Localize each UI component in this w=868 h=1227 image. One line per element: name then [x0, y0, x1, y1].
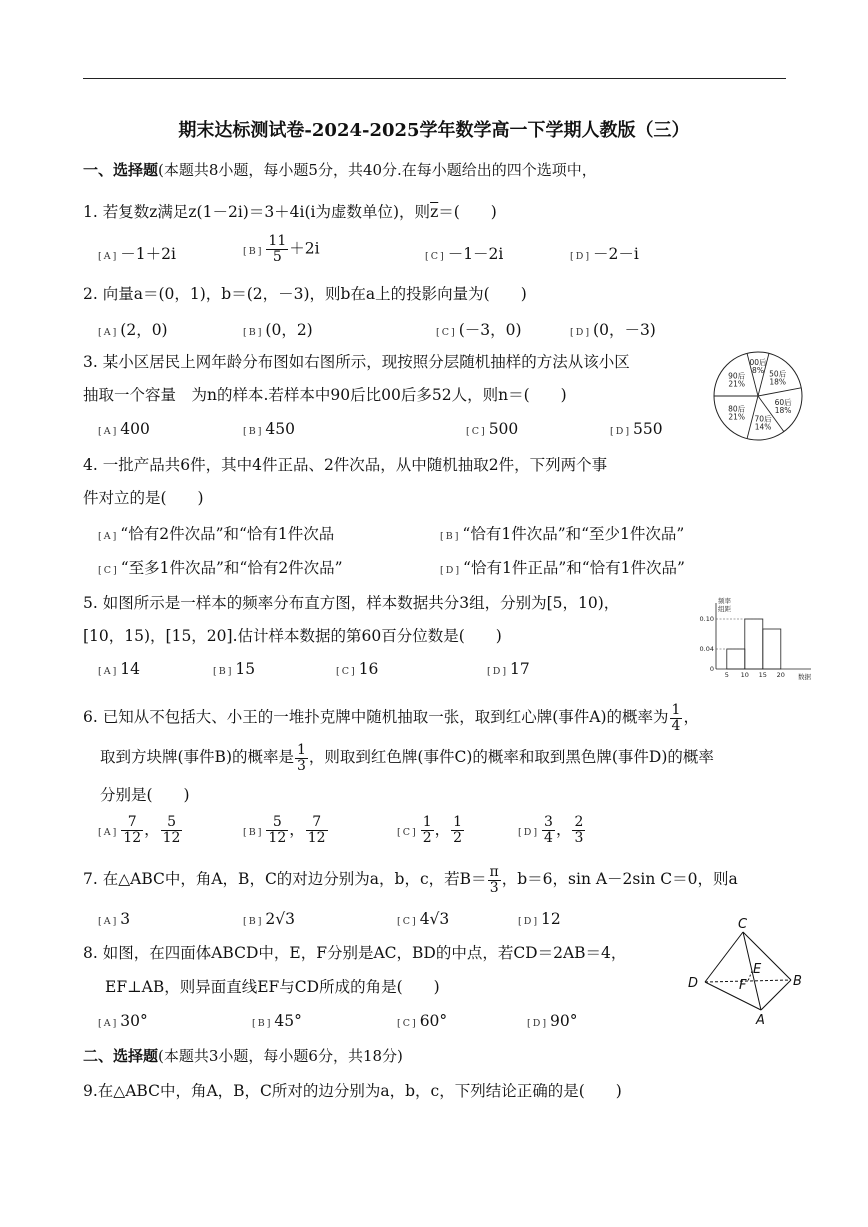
q6-option-d[interactable]: [D] $\frac{3}{4}$ ， $\frac{2}{3}$	[518, 814, 584, 846]
q1-paren: ＝( )	[438, 203, 497, 221]
hist-bar	[763, 629, 781, 669]
q6-option-a[interactable]: [A] $\frac{7}{12}$ ， $\frac{5}{12}$	[98, 814, 181, 846]
hist-bar	[727, 649, 745, 669]
pie-divider	[758, 388, 801, 396]
question-5-line-1: 5. 如图所示是一样本的频率分布直方图，样本数据共分3组，分别为[5，10)，	[83, 594, 620, 612]
section-1-label: 一、选择题	[83, 161, 159, 179]
q6-option-b[interactable]: [B] $\frac{5}{12}$ ， $\frac{7}{12}$	[243, 814, 326, 846]
q2-option-b[interactable]: [B] (0，2)	[243, 321, 313, 339]
q4-option-c[interactable]: [C] “至多1件次品”和“恰有2件次品”	[98, 559, 343, 577]
edge-da	[705, 982, 761, 1010]
q3-option-b[interactable]: [B] 450	[243, 420, 295, 438]
q1-option-a[interactable]: [A] －1＋2i	[98, 245, 176, 263]
pie-slice-label: 80后	[728, 404, 746, 414]
question-5-line-2: [10，15)，[15，20].估计样本数据的第60百分位数是( )	[83, 627, 502, 645]
q1-option-c[interactable]: [C] －1－2i	[425, 245, 504, 263]
q8-option-c[interactable]: [C] 60°	[397, 1012, 448, 1030]
label-d: D	[688, 976, 699, 991]
hist-ytick: 0.04	[699, 645, 714, 653]
q6-option-c[interactable]: [C] $\frac{1}{2}$ ， $\frac{1}{2}$	[397, 814, 463, 846]
question-8-line-1: 8. 如图，在四面体ABCD中，E，F分别是AC，BD的中点，若CD＝2AB＝4，	[83, 944, 627, 962]
header-rule	[83, 78, 786, 79]
q8-option-d[interactable]: [D] 90°	[527, 1012, 578, 1030]
segment-ef	[748, 971, 752, 981]
pie-slice-label: 90后	[728, 371, 746, 381]
section-2-heading	[83, 1045, 403, 1066]
q7-fraction: $\frac{\pi}{3}$	[489, 863, 499, 896]
age-pie-chart	[712, 350, 804, 442]
q4-option-a[interactable]: [A] “恰有2件次品”和“恰有1件次品	[98, 525, 335, 543]
hist-ylabel-top: 频率	[718, 597, 731, 605]
q2-option-d[interactable]: [D] (0，－3)	[570, 321, 656, 339]
pie-slice-label: 50后	[769, 369, 787, 379]
q6-fraction-b: $\frac{1}{3}$	[297, 741, 306, 774]
q1-text: 1. 若复数z满足z(1－2i)＝3＋4i(i为虚数单位)，则	[83, 203, 431, 221]
tetrahedron-figure	[683, 912, 808, 1027]
section-1-note: (本题共8小题，每小题5分，共40分.在每小题给出的四个选项中，	[158, 161, 597, 179]
pie-slice-label: 8%	[752, 366, 764, 375]
pie-slice-label: 18%	[774, 405, 792, 415]
question-6-line-2: 取到方块牌(事件B)的概率是 $\frac{1}{3}$ ，则取到红色牌(事件C)的概率和取到黑色牌(事件D)的概率	[100, 741, 714, 774]
pie-slice-label: 14%	[754, 422, 772, 432]
q3-option-a[interactable]: [A] 400	[98, 420, 150, 438]
pie-slice-label: 70后	[754, 414, 772, 424]
q7-option-a[interactable]: [A] 3	[98, 910, 131, 928]
hist-xlabel: 数据	[798, 673, 811, 681]
question-6-line-3: 分别是( )	[100, 786, 190, 804]
q8-option-a[interactable]: [A] 30°	[98, 1012, 148, 1030]
q6-fraction-a: $\frac{1}{4}$	[671, 701, 681, 734]
pie-slice-label: 00后	[749, 358, 767, 367]
q7-option-d[interactable]: [D] 12	[518, 910, 561, 928]
question-4-line-1: 4. 一批产品共6件，其中4件正品、2件次品，从中随机抽取2件，下列两个事	[83, 456, 608, 474]
label-f: F	[739, 978, 747, 993]
q7-option-b[interactable]: [B] 2√3	[243, 910, 296, 928]
q2-option-a[interactable]: [A] (2，0)	[98, 321, 168, 339]
q5-option-a[interactable]: [A] 14	[98, 660, 141, 678]
frequency-histogram	[690, 595, 811, 685]
hist-xtick: 15	[758, 671, 767, 679]
label-e: E	[753, 962, 762, 977]
edge-cb	[743, 932, 791, 980]
pie-slice-label: 18%	[769, 377, 787, 387]
hist-xtick: 20	[776, 671, 785, 679]
question-3-line-1: 3. 某小区居民上网年龄分布图如右图所示，现按照分层随机抽样的方法从该小区	[83, 353, 630, 371]
question-7: 7. 在△ABC中，角A，B，C的对边分别为a，b，c，若B＝ $\frac{\pi}{3}$ ，b＝6，sin A－2sin C＝0，则a	[83, 863, 738, 896]
q3-option-d[interactable]: [D] 550	[610, 420, 663, 438]
question-6-line-1: 6. 已知从不包括大、小王的一堆扑克牌中随机抽取一张，取到红心牌(事件A)的概率为 $\frac{1}{4}$ ，	[83, 701, 699, 734]
q3-option-c[interactable]: [C] 500	[466, 420, 519, 438]
hist-ytick: 0	[709, 665, 714, 673]
hist-ytick: 0.10	[699, 615, 714, 623]
question-9: 9.在△ABC中，角A，B，C所对的边分别为a，b，c，下列结论正确的是( )	[83, 1082, 622, 1100]
q7-option-c[interactable]: [C] 4√3	[397, 910, 450, 928]
question-3-line-2: 抽取一个容量 为n的样本.若样本中90后比00后多52人，则n＝( )	[83, 386, 567, 404]
hist-xtick: 10	[740, 671, 749, 679]
question-2: 2. 向量a＝(0，1)，b＝(2，－3)，则b在a上的投影向量为( )	[83, 285, 527, 303]
q1-b-fraction: $\frac{11}{5}$	[268, 233, 287, 265]
label-c: C	[738, 917, 748, 932]
q1-option-b[interactable]: [B] $\frac{11}{5}$ ＋2i	[243, 233, 320, 265]
section-1-heading	[83, 159, 597, 180]
hist-ylabel-bottom: 组距	[718, 605, 731, 613]
question-8-line-2: EF⊥AB，则异面直线EF与CD所成的角是( )	[105, 978, 440, 996]
q4-option-d[interactable]: [D] “恰有1件正品”和“恰有1件次品”	[440, 559, 685, 577]
pie-slice-label: 21%	[728, 412, 746, 422]
question-1	[83, 202, 497, 222]
q2-option-c[interactable]: [C] (－3，0)	[436, 321, 522, 339]
label-a: A	[756, 1013, 765, 1028]
edge-db	[705, 980, 791, 982]
q5-option-c[interactable]: [C] 16	[336, 660, 379, 678]
section-2-label: 二、选择题	[83, 1047, 159, 1065]
label-b: B	[793, 974, 802, 989]
question-4-line-2: 件对立的是( )	[83, 489, 204, 507]
q5-option-b[interactable]: [B] 15	[213, 660, 256, 678]
hist-xtick: 5	[724, 671, 729, 679]
section-2-note: (本题共3小题，每小题6分，共18分)	[158, 1047, 403, 1065]
q1-conjugate: $\overline{z}$	[430, 203, 439, 221]
page-title: 期末达标测试卷-2024-2025学年数学高一下学期人教版（三）	[178, 120, 690, 141]
edge-ba	[761, 980, 791, 1010]
q4-option-b[interactable]: [B] “恰有1件次品”和“至少1件次品”	[440, 525, 685, 543]
hist-bar	[745, 619, 763, 669]
q5-option-d[interactable]: [D] 17	[487, 660, 530, 678]
q8-option-b[interactable]: [B] 45°	[252, 1012, 302, 1030]
q1-option-d[interactable]: [D] －2－i	[570, 245, 639, 263]
pie-slice-label: 60后	[774, 397, 792, 407]
pie-slice-label: 21%	[728, 379, 746, 389]
edge-cd	[705, 932, 743, 982]
